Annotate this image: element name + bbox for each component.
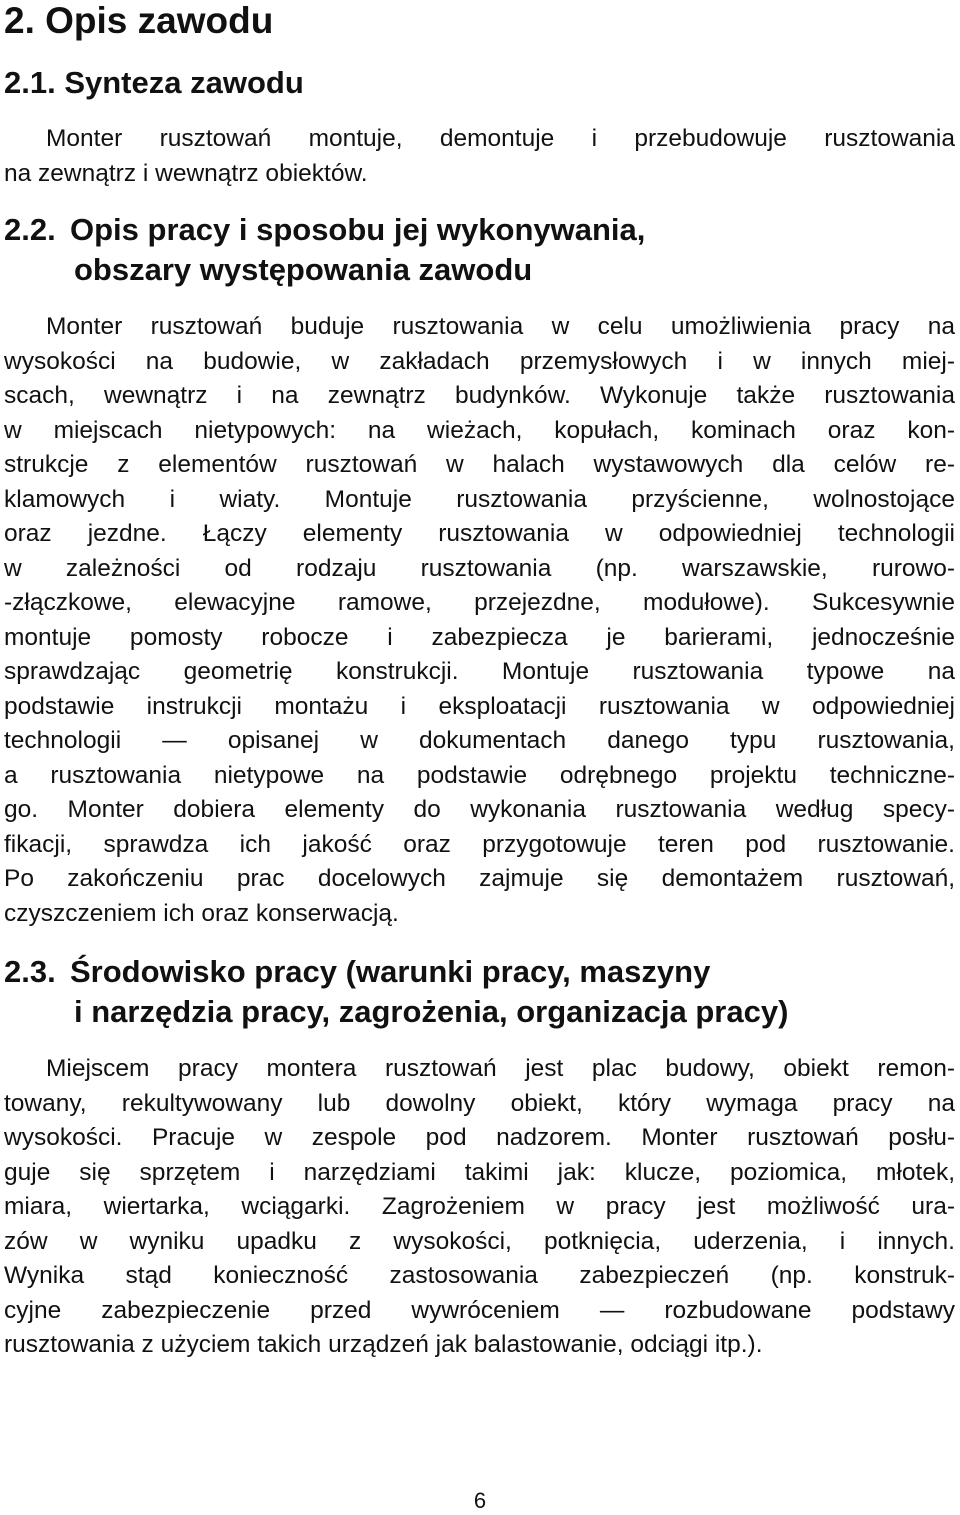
paragraph-line: guje się sprzętem i narzędziami takimi jak: klucze, poziomica, młotek, (4, 1158, 955, 1186)
paragraph-line: montuje pomosty robocze i zabezpiecza je barierami, jednocześnie (4, 623, 955, 651)
synteza-paragraph (4, 122, 955, 191)
paragraph-line: rusztowania z użyciem takich urządzeń jak balastowanie, odciągi itp.). (4, 1331, 763, 1358)
opis-pracy-paragraph (4, 310, 955, 931)
heading-number: 2.3. (4, 954, 56, 989)
paragraph-line: a rusztowania nietypowe na podstawie odrębnego projektu techniczne- (4, 761, 955, 789)
paragraph-line: towany, rekultywowany lub dowolny obiekt, który wymaga pracy na (4, 1089, 955, 1117)
paragraph-line: Po zakończeniu prac docelowych zajmuje się demontażem rusztowań, (4, 865, 955, 892)
paragraph-line: strukcje z elementów rusztowań w halach wystawowych dla celów re- (4, 451, 955, 478)
heading-line: Opis pracy i sposobu jej wykonywania, (70, 212, 646, 247)
paragraph-line: scach, wewnątrz i na zewnątrz budynków. Wykonuje także rusztowania (4, 382, 955, 409)
paragraph-line: wysokości. Pracuje w zespole pod nadzorem. Monter rusztowań posłu- (4, 1124, 955, 1151)
paragraph-line: na zewnątrz i wewnątrz obiektów. (4, 159, 368, 187)
srodowisko-paragraph (4, 1052, 955, 1363)
paragraph-line: go. Monter dobiera elementy do wykonania rusztowania według specy- (4, 796, 955, 823)
paragraph-line: wysokości na budowie, w zakładach przemysłowych i w innych miej- (4, 347, 955, 375)
paragraph-line: cyjne zabezpieczenie przed wywróceniem — rozbudowane podstawy (4, 1296, 955, 1324)
paragraph-line: czyszczeniem ich oraz konserwacją. (4, 899, 399, 927)
srodowisko-heading (4, 952, 788, 1032)
heading-line: Środowisko pracy (warunki pracy, maszyny (70, 954, 711, 989)
paragraph-line: sprawdzając geometrię konstrukcji. Montuje rusztowania typowe na (4, 658, 955, 685)
paragraph-line: zów w wyniku upadku z wysokości, potknięcia, uderzenia, i innych. (4, 1227, 955, 1255)
paragraph-line: w zależności od rodzaju rusztowania (np. warszawskie, rurowo- (4, 554, 955, 582)
paragraph-line: w miejscach nietypowych: na wieżach, kopułach, kominach oraz kon- (4, 416, 955, 444)
paragraph-line: Monter rusztowań montuje, demontuje i przebudowuje rusztowania (46, 125, 955, 152)
paragraph-line: klamowych i wiaty. Montuje rusztowania przyścienne, wolnostojące (4, 485, 955, 513)
section-title: 2. Opis zawodu (4, 0, 274, 41)
paragraph-line: oraz jezdne. Łączy elementy rusztowania w odpowiedniej technologii (4, 520, 955, 547)
paragraph-line: -złączkowe, elewacyjne ramowe, przejezdne, modułowe). Sukcesywnie (4, 589, 955, 616)
heading-line: obszary występowania zawodu (74, 252, 533, 287)
paragraph-line: miara, wiertarka, wciągarki. Zagrożeniem w pracy jest możliwość ura- (4, 1193, 955, 1220)
heading-number: 2.2. (4, 212, 56, 247)
paragraph-line: Wynika stąd konieczność zastosowania zabezpieczeń (np. konstruk- (4, 1262, 955, 1289)
synteza-heading: 2.1. Synteza zawodu (4, 65, 304, 100)
heading-line: i narzędzia pracy, zagrożenia, organizacja pracy) (74, 994, 789, 1029)
paragraph-line: technologii — opisanej w dokumentach danego typu rusztowania, (4, 727, 955, 754)
paragraph-line: Miejscem pracy montera rusztowań jest plac budowy, obiekt remon- (46, 1055, 955, 1082)
paragraph-line: podstawie instrukcji montażu i eksploatacji rusztowania w odpowiedniej (4, 692, 955, 720)
paragraph-line: Monter rusztowań buduje rusztowania w celu umożliwienia pracy na (46, 313, 955, 340)
opis-pracy-heading (4, 210, 645, 290)
page-number: 6 (473, 1488, 487, 1513)
paragraph-line: fikacji, sprawdza ich jakość oraz przygotowuje teren pod rusztowanie. (4, 830, 955, 858)
